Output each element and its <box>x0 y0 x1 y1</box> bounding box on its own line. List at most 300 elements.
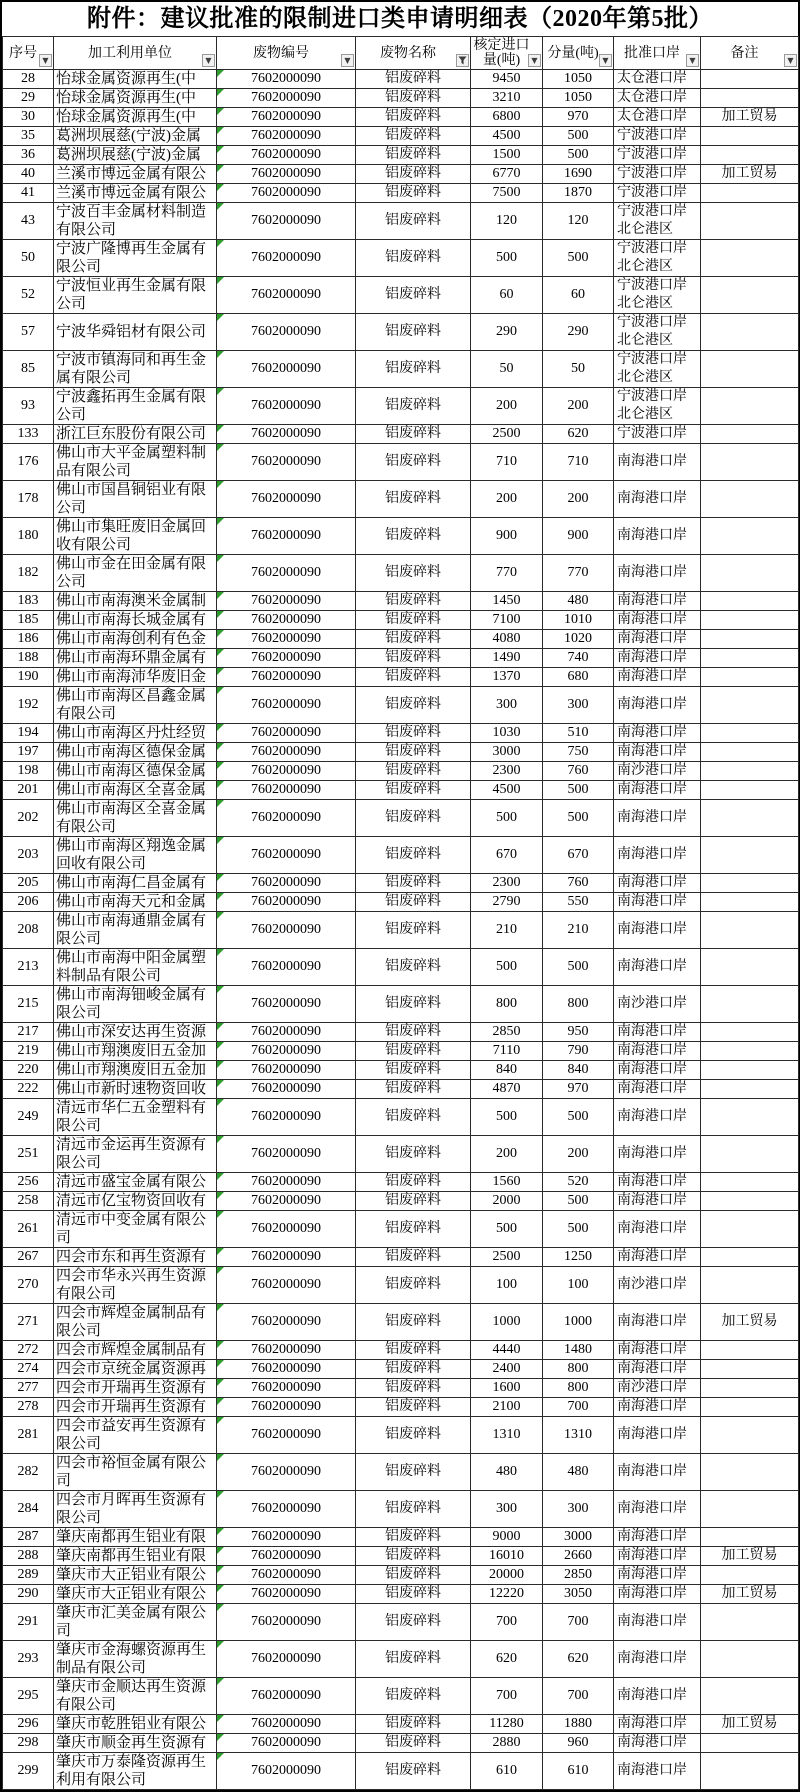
cell-remark[interactable] <box>701 240 799 277</box>
cell-portion_tons[interactable] <box>543 203 614 240</box>
cell-approved_import_tons[interactable] <box>471 1248 543 1267</box>
cell-seq[interactable] <box>3 762 54 781</box>
cell-approved_port[interactable] <box>614 1491 701 1528</box>
cell-company[interactable] <box>54 146 217 165</box>
cell-waste_code[interactable] <box>217 1360 356 1379</box>
cell-remark[interactable] <box>701 1173 799 1192</box>
cell-approved_port[interactable] <box>614 874 701 893</box>
cell-approved_import_tons[interactable] <box>471 1341 543 1360</box>
cell-company[interactable] <box>54 611 217 630</box>
cell-approved_port[interactable] <box>614 388 701 425</box>
cell-seq[interactable] <box>3 425 54 444</box>
cell-waste_code[interactable] <box>217 1099 356 1136</box>
cell-remark[interactable] <box>701 1192 799 1211</box>
cell-approved_port[interactable] <box>614 184 701 203</box>
cell-company[interactable] <box>54 1267 217 1304</box>
cell-approved_import_tons[interactable] <box>471 1061 543 1080</box>
cell-company[interactable] <box>54 1734 217 1753</box>
cell-waste_name[interactable] <box>356 1604 471 1641</box>
cell-company[interactable] <box>54 1454 217 1491</box>
cell-remark[interactable] <box>701 1678 799 1715</box>
cell-approved_port[interactable] <box>614 1417 701 1454</box>
cell-waste_name[interactable] <box>356 203 471 240</box>
cell-waste_code[interactable] <box>217 240 356 277</box>
cell-company[interactable] <box>54 949 217 986</box>
cell-waste_name[interactable] <box>356 743 471 762</box>
cell-portion_tons[interactable] <box>543 240 614 277</box>
cell-company[interactable] <box>54 1528 217 1547</box>
cell-approved_import_tons[interactable] <box>471 314 543 351</box>
cell-waste_code[interactable] <box>217 481 356 518</box>
cell-approved_port[interactable] <box>614 649 701 668</box>
cell-remark[interactable] <box>701 800 799 837</box>
cell-approved_port[interactable] <box>614 724 701 743</box>
cell-portion_tons[interactable] <box>543 1566 614 1585</box>
cell-waste_code[interactable] <box>217 1267 356 1304</box>
cell-seq[interactable] <box>3 986 54 1023</box>
cell-approved_port[interactable] <box>614 425 701 444</box>
cell-seq[interactable] <box>3 314 54 351</box>
cell-company[interactable] <box>54 649 217 668</box>
cell-approved_port[interactable] <box>614 1341 701 1360</box>
cell-approved_import_tons[interactable] <box>471 388 543 425</box>
cell-approved_import_tons[interactable] <box>471 1734 543 1753</box>
cell-company[interactable] <box>54 837 217 874</box>
cell-portion_tons[interactable] <box>543 1192 614 1211</box>
cell-remark[interactable] <box>701 874 799 893</box>
cell-portion_tons[interactable] <box>543 425 614 444</box>
cell-waste_name[interactable] <box>356 762 471 781</box>
cell-company[interactable] <box>54 127 217 146</box>
cell-remark[interactable] <box>701 1641 799 1678</box>
cell-remark[interactable] <box>701 781 799 800</box>
cell-waste_name[interactable] <box>356 1304 471 1341</box>
cell-waste_code[interactable] <box>217 1566 356 1585</box>
cell-remark[interactable] <box>701 127 799 146</box>
cell-portion_tons[interactable] <box>543 762 614 781</box>
cell-waste_name[interactable] <box>356 1042 471 1061</box>
cell-seq[interactable] <box>3 1753 54 1790</box>
cell-remark[interactable] <box>701 949 799 986</box>
cell-portion_tons[interactable] <box>543 165 614 184</box>
cell-company[interactable] <box>54 89 217 108</box>
cell-remark[interactable] <box>701 146 799 165</box>
cell-approved_port[interactable] <box>614 1715 701 1734</box>
cell-portion_tons[interactable] <box>543 649 614 668</box>
cell-company[interactable] <box>54 1585 217 1604</box>
cell-portion_tons[interactable] <box>543 893 614 912</box>
cell-approved_import_tons[interactable] <box>471 1042 543 1061</box>
cell-approved_import_tons[interactable] <box>471 1173 543 1192</box>
cell-company[interactable] <box>54 425 217 444</box>
cell-approved_port[interactable] <box>614 630 701 649</box>
cell-approved_import_tons[interactable] <box>471 1715 543 1734</box>
cell-waste_code[interactable] <box>217 630 356 649</box>
cell-portion_tons[interactable] <box>543 1341 614 1360</box>
cell-portion_tons[interactable] <box>543 444 614 481</box>
cell-approved_import_tons[interactable] <box>471 893 543 912</box>
cell-seq[interactable] <box>3 146 54 165</box>
cell-waste_code[interactable] <box>217 1753 356 1790</box>
cell-remark[interactable] <box>701 555 799 592</box>
cell-seq[interactable] <box>3 630 54 649</box>
cell-approved_import_tons[interactable] <box>471 649 543 668</box>
cell-remark[interactable] <box>701 1566 799 1585</box>
cell-company[interactable] <box>54 70 217 89</box>
cell-approved_port[interactable] <box>614 444 701 481</box>
cell-company[interactable] <box>54 1192 217 1211</box>
cell-approved_import_tons[interactable] <box>471 1528 543 1547</box>
cell-remark[interactable] <box>701 1491 799 1528</box>
cell-remark[interactable] <box>701 1136 799 1173</box>
cell-approved_import_tons[interactable] <box>471 1099 543 1136</box>
cell-waste_code[interactable] <box>217 893 356 912</box>
cell-waste_code[interactable] <box>217 837 356 874</box>
cell-portion_tons[interactable] <box>543 1042 614 1061</box>
cell-waste_name[interactable] <box>356 1528 471 1547</box>
cell-waste_name[interactable] <box>356 184 471 203</box>
cell-portion_tons[interactable] <box>543 1360 614 1379</box>
cell-waste_code[interactable] <box>217 949 356 986</box>
cell-seq[interactable] <box>3 351 54 388</box>
cell-seq[interactable] <box>3 1042 54 1061</box>
cell-seq[interactable] <box>3 724 54 743</box>
cell-approved_import_tons[interactable] <box>471 127 543 146</box>
cell-portion_tons[interactable] <box>543 1248 614 1267</box>
cell-waste_code[interactable] <box>217 1248 356 1267</box>
cell-portion_tons[interactable] <box>543 781 614 800</box>
cell-waste_code[interactable] <box>217 70 356 89</box>
cell-approved_port[interactable] <box>614 89 701 108</box>
cell-waste_code[interactable] <box>217 1604 356 1641</box>
cell-waste_code[interactable] <box>217 425 356 444</box>
cell-portion_tons[interactable] <box>543 314 614 351</box>
cell-waste_code[interactable] <box>217 874 356 893</box>
cell-portion_tons[interactable] <box>543 1641 614 1678</box>
cell-company[interactable] <box>54 1173 217 1192</box>
cell-waste_name[interactable] <box>356 1061 471 1080</box>
cell-waste_name[interactable] <box>356 592 471 611</box>
cell-waste_name[interactable] <box>356 986 471 1023</box>
cell-portion_tons[interactable] <box>543 388 614 425</box>
cell-company[interactable] <box>54 1211 217 1248</box>
cell-remark[interactable] <box>701 687 799 724</box>
cell-approved_port[interactable] <box>614 762 701 781</box>
cell-portion_tons[interactable] <box>543 351 614 388</box>
cell-company[interactable] <box>54 1061 217 1080</box>
cell-waste_name[interactable] <box>356 89 471 108</box>
cell-seq[interactable] <box>3 1715 54 1734</box>
cell-remark[interactable] <box>701 837 799 874</box>
cell-approved_import_tons[interactable] <box>471 592 543 611</box>
cell-portion_tons[interactable] <box>543 108 614 127</box>
cell-approved_port[interactable] <box>614 127 701 146</box>
cell-remark[interactable] <box>701 1585 799 1604</box>
cell-portion_tons[interactable] <box>543 1211 614 1248</box>
cell-approved_port[interactable] <box>614 893 701 912</box>
cell-portion_tons[interactable] <box>543 592 614 611</box>
cell-approved_port[interactable] <box>614 1023 701 1042</box>
cell-seq[interactable] <box>3 649 54 668</box>
cell-waste_name[interactable] <box>356 165 471 184</box>
cell-portion_tons[interactable] <box>543 1267 614 1304</box>
cell-seq[interactable] <box>3 1417 54 1454</box>
cell-seq[interactable] <box>3 912 54 949</box>
cell-approved_import_tons[interactable] <box>471 146 543 165</box>
cell-waste_name[interactable] <box>356 1136 471 1173</box>
cell-approved_port[interactable] <box>614 481 701 518</box>
cell-approved_port[interactable] <box>614 1304 701 1341</box>
cell-waste_code[interactable] <box>217 1192 356 1211</box>
cell-waste_name[interactable] <box>356 127 471 146</box>
cell-waste_name[interactable] <box>356 146 471 165</box>
cell-company[interactable] <box>54 1304 217 1341</box>
cell-remark[interactable] <box>701 1023 799 1042</box>
cell-waste_code[interactable] <box>217 986 356 1023</box>
cell-waste_code[interactable] <box>217 781 356 800</box>
cell-waste_name[interactable] <box>356 555 471 592</box>
cell-waste_code[interactable] <box>217 687 356 724</box>
cell-approved_port[interactable] <box>614 1547 701 1566</box>
cell-waste_name[interactable] <box>356 611 471 630</box>
cell-waste_code[interactable] <box>217 1585 356 1604</box>
cell-company[interactable] <box>54 1547 217 1566</box>
cell-company[interactable] <box>54 1248 217 1267</box>
cell-waste_code[interactable] <box>217 388 356 425</box>
cell-company[interactable] <box>54 874 217 893</box>
cell-waste_name[interactable] <box>356 724 471 743</box>
cell-remark[interactable] <box>701 165 799 184</box>
cell-approved_port[interactable] <box>614 912 701 949</box>
cell-waste_code[interactable] <box>217 762 356 781</box>
cell-seq[interactable] <box>3 388 54 425</box>
cell-remark[interactable] <box>701 611 799 630</box>
cell-approved_import_tons[interactable] <box>471 1641 543 1678</box>
cell-company[interactable] <box>54 444 217 481</box>
cell-waste_code[interactable] <box>217 1417 356 1454</box>
cell-portion_tons[interactable] <box>543 949 614 986</box>
cell-seq[interactable] <box>3 240 54 277</box>
cell-approved_port[interactable] <box>614 1136 701 1173</box>
cell-seq[interactable] <box>3 1641 54 1678</box>
cell-approved_port[interactable] <box>614 1080 701 1099</box>
cell-approved_port[interactable] <box>614 1734 701 1753</box>
cell-portion_tons[interactable] <box>543 1061 614 1080</box>
cell-remark[interactable] <box>701 108 799 127</box>
cell-portion_tons[interactable] <box>543 184 614 203</box>
filter-dropdown-button[interactable] <box>599 54 612 67</box>
cell-waste_code[interactable] <box>217 1641 356 1678</box>
cell-remark[interactable] <box>701 1734 799 1753</box>
cell-waste_name[interactable] <box>356 687 471 724</box>
cell-approved_import_tons[interactable] <box>471 184 543 203</box>
cell-remark[interactable] <box>701 724 799 743</box>
cell-portion_tons[interactable] <box>543 1136 614 1173</box>
cell-waste_name[interactable] <box>356 1491 471 1528</box>
cell-approved_port[interactable] <box>614 1099 701 1136</box>
cell-seq[interactable] <box>3 611 54 630</box>
cell-seq[interactable] <box>3 1678 54 1715</box>
filter-dropdown-button[interactable] <box>686 54 699 67</box>
cell-seq[interactable] <box>3 1173 54 1192</box>
cell-approved_import_tons[interactable] <box>471 1023 543 1042</box>
cell-seq[interactable] <box>3 1080 54 1099</box>
cell-remark[interactable] <box>701 1360 799 1379</box>
cell-waste_name[interactable] <box>356 314 471 351</box>
cell-company[interactable] <box>54 724 217 743</box>
cell-portion_tons[interactable] <box>543 1099 614 1136</box>
cell-waste_code[interactable] <box>217 649 356 668</box>
cell-remark[interactable] <box>701 986 799 1023</box>
cell-portion_tons[interactable] <box>543 1734 614 1753</box>
cell-remark[interactable] <box>701 203 799 240</box>
filter-dropdown-button[interactable] <box>341 54 354 67</box>
cell-company[interactable] <box>54 1678 217 1715</box>
cell-waste_code[interactable] <box>217 1734 356 1753</box>
cell-portion_tons[interactable] <box>543 724 614 743</box>
cell-waste_name[interactable] <box>356 800 471 837</box>
cell-approved_import_tons[interactable] <box>471 1211 543 1248</box>
cell-portion_tons[interactable] <box>543 1547 614 1566</box>
cell-seq[interactable] <box>3 1734 54 1753</box>
cell-waste_code[interactable] <box>217 444 356 481</box>
cell-remark[interactable] <box>701 649 799 668</box>
cell-approved_import_tons[interactable] <box>471 743 543 762</box>
cell-company[interactable] <box>54 1341 217 1360</box>
cell-approved_port[interactable] <box>614 1173 701 1192</box>
cell-waste_code[interactable] <box>217 165 356 184</box>
cell-waste_code[interactable] <box>217 1304 356 1341</box>
cell-waste_name[interactable] <box>356 1454 471 1491</box>
cell-seq[interactable] <box>3 1547 54 1566</box>
cell-waste_code[interactable] <box>217 1491 356 1528</box>
cell-waste_code[interactable] <box>217 184 356 203</box>
cell-waste_name[interactable] <box>356 1023 471 1042</box>
cell-approved_import_tons[interactable] <box>471 1080 543 1099</box>
cell-approved_port[interactable] <box>614 668 701 687</box>
cell-waste_name[interactable] <box>356 444 471 481</box>
cell-approved_port[interactable] <box>614 108 701 127</box>
cell-company[interactable] <box>54 1491 217 1528</box>
cell-remark[interactable] <box>701 1528 799 1547</box>
cell-waste_code[interactable] <box>217 800 356 837</box>
cell-approved_port[interactable] <box>614 1753 701 1790</box>
cell-approved_import_tons[interactable] <box>471 481 543 518</box>
cell-portion_tons[interactable] <box>543 1304 614 1341</box>
cell-approved_import_tons[interactable] <box>471 89 543 108</box>
cell-remark[interactable] <box>701 314 799 351</box>
cell-portion_tons[interactable] <box>543 743 614 762</box>
cell-waste_name[interactable] <box>356 781 471 800</box>
cell-seq[interactable] <box>3 165 54 184</box>
cell-seq[interactable] <box>3 108 54 127</box>
cell-company[interactable] <box>54 986 217 1023</box>
cell-waste_code[interactable] <box>217 1715 356 1734</box>
cell-remark[interactable] <box>701 743 799 762</box>
cell-waste_code[interactable] <box>217 127 356 146</box>
cell-approved_port[interactable] <box>614 351 701 388</box>
cell-seq[interactable] <box>3 1304 54 1341</box>
cell-approved_port[interactable] <box>614 1248 701 1267</box>
cell-portion_tons[interactable] <box>543 1585 614 1604</box>
cell-company[interactable] <box>54 1715 217 1734</box>
cell-approved_import_tons[interactable] <box>471 70 543 89</box>
cell-waste_code[interactable] <box>217 592 356 611</box>
cell-approved_import_tons[interactable] <box>471 1417 543 1454</box>
cell-waste_name[interactable] <box>356 649 471 668</box>
cell-seq[interactable] <box>3 1192 54 1211</box>
cell-waste_name[interactable] <box>356 277 471 314</box>
cell-waste_name[interactable] <box>356 388 471 425</box>
cell-waste_code[interactable] <box>217 1341 356 1360</box>
cell-portion_tons[interactable] <box>543 1417 614 1454</box>
cell-portion_tons[interactable] <box>543 1454 614 1491</box>
cell-company[interactable] <box>54 1417 217 1454</box>
cell-waste_code[interactable] <box>217 1547 356 1566</box>
cell-approved_import_tons[interactable] <box>471 1136 543 1173</box>
cell-portion_tons[interactable] <box>543 555 614 592</box>
cell-portion_tons[interactable] <box>543 277 614 314</box>
cell-remark[interactable] <box>701 1398 799 1417</box>
cell-waste_code[interactable] <box>217 1042 356 1061</box>
cell-company[interactable] <box>54 518 217 555</box>
cell-remark[interactable] <box>701 1080 799 1099</box>
cell-waste_name[interactable] <box>356 1398 471 1417</box>
cell-approved_port[interactable] <box>614 743 701 762</box>
cell-waste_code[interactable] <box>217 1528 356 1547</box>
cell-portion_tons[interactable] <box>543 986 614 1023</box>
cell-approved_import_tons[interactable] <box>471 425 543 444</box>
cell-approved_import_tons[interactable] <box>471 165 543 184</box>
cell-remark[interactable] <box>701 893 799 912</box>
cell-remark[interactable] <box>701 592 799 611</box>
cell-remark[interactable] <box>701 1715 799 1734</box>
cell-waste_code[interactable] <box>217 1173 356 1192</box>
cell-company[interactable] <box>54 555 217 592</box>
cell-company[interactable] <box>54 481 217 518</box>
cell-seq[interactable] <box>3 837 54 874</box>
cell-remark[interactable] <box>701 481 799 518</box>
cell-seq[interactable] <box>3 1360 54 1379</box>
cell-waste_name[interactable] <box>356 1715 471 1734</box>
cell-waste_name[interactable] <box>356 893 471 912</box>
cell-approved_port[interactable] <box>614 277 701 314</box>
cell-portion_tons[interactable] <box>543 800 614 837</box>
cell-company[interactable] <box>54 351 217 388</box>
cell-seq[interactable] <box>3 203 54 240</box>
cell-approved_import_tons[interactable] <box>471 781 543 800</box>
cell-approved_port[interactable] <box>614 687 701 724</box>
cell-seq[interactable] <box>3 184 54 203</box>
cell-approved_import_tons[interactable] <box>471 1547 543 1566</box>
cell-seq[interactable] <box>3 277 54 314</box>
cell-approved_import_tons[interactable] <box>471 518 543 555</box>
cell-seq[interactable] <box>3 70 54 89</box>
cell-company[interactable] <box>54 1080 217 1099</box>
cell-approved_port[interactable] <box>614 314 701 351</box>
cell-company[interactable] <box>54 1360 217 1379</box>
cell-waste_name[interactable] <box>356 1417 471 1454</box>
cell-waste_name[interactable] <box>356 425 471 444</box>
cell-approved_import_tons[interactable] <box>471 277 543 314</box>
cell-approved_port[interactable] <box>614 240 701 277</box>
cell-seq[interactable] <box>3 555 54 592</box>
cell-portion_tons[interactable] <box>543 518 614 555</box>
cell-company[interactable] <box>54 687 217 724</box>
cell-approved_port[interactable] <box>614 592 701 611</box>
cell-seq[interactable] <box>3 893 54 912</box>
cell-portion_tons[interactable] <box>543 668 614 687</box>
